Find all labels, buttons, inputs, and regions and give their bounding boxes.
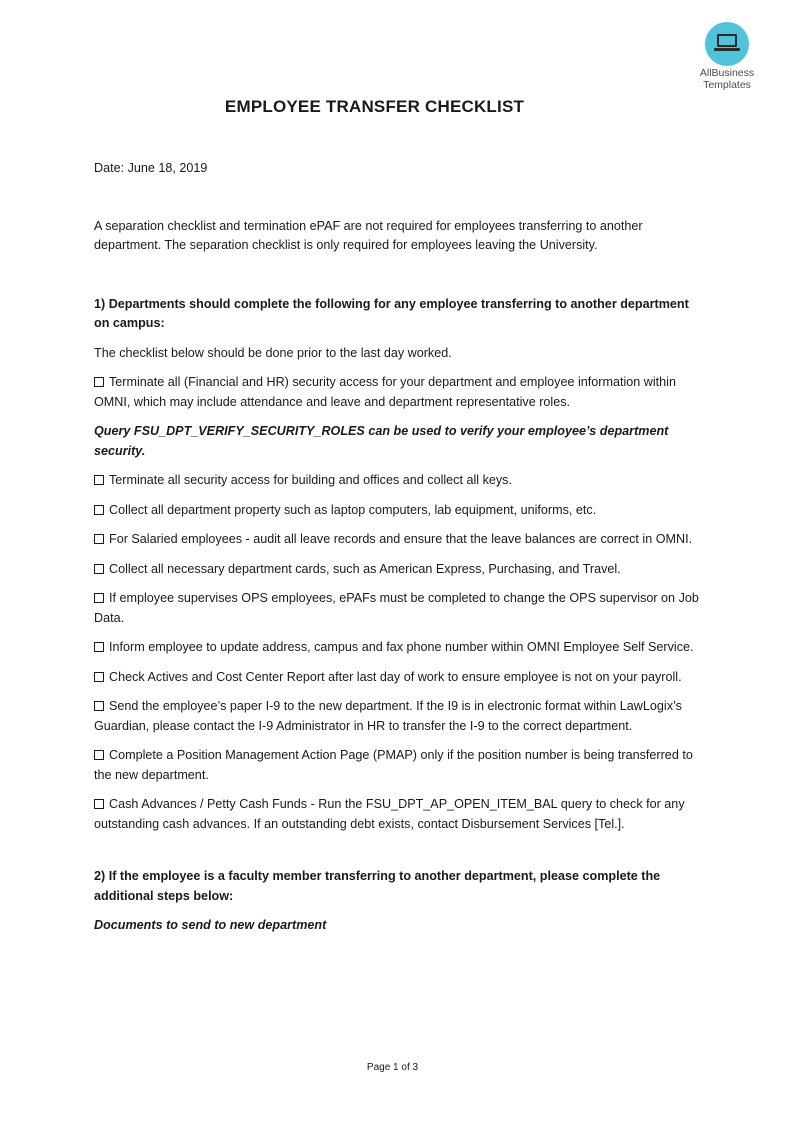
checkbox[interactable] <box>94 750 104 760</box>
checklist-item: For Salaried employees - audit all leave records and ensure that the leave balances are correct in OMNI. <box>94 530 704 550</box>
document-body <box>94 159 704 936</box>
laptop-icon <box>713 33 741 55</box>
document-date: Date: June 18, 2019 <box>94 161 208 175</box>
checklist-item: Send the employee’s paper I-9 to the new department. If the I9 is in electronic format within LawLogix’s Guardian, please contact the I-9 Administrator in HR to transfer the I-9 to the correct department. <box>94 699 682 733</box>
section2-heading: 2) If the employee is a faculty member transferring to another department, please complete the additional steps below: <box>94 869 661 903</box>
logo <box>694 22 760 91</box>
checkbox[interactable] <box>94 799 104 809</box>
logo-line2: Templates <box>703 79 751 91</box>
checklist-item: Cash Advances / Petty Cash Funds - Run the FSU_DPT_AP_OPEN_ITEM_BAL query to check for any outstanding cash advances. If an outstanding debt exists, contact Disbursement Services [Tel.]. <box>94 797 685 831</box>
checklist-item: If employee supervises OPS employees, ePAFs must be completed to change the OPS supervisor on Job Data. <box>94 591 699 625</box>
section1-heading: 1) Departments should complete the following for any employee transferring to another department on campus: <box>94 296 689 330</box>
checkbox[interactable] <box>94 564 104 574</box>
query-note: Query FSU_DPT_VERIFY_SECURITY_ROLES can be used to verify your employee’s department security. <box>94 424 669 458</box>
checklist-item: Collect all department property such as laptop computers, lab equipment, uniforms, etc. <box>94 501 704 521</box>
checkbox[interactable] <box>94 642 104 652</box>
checklist-item: Collect all necessary department cards, such as American Express, Purchasing, and Travel. <box>94 560 704 580</box>
section1-subtext: The checklist below should be done prior to the last day worked. <box>94 345 452 360</box>
logo-line1: AllBusiness <box>699 67 755 79</box>
checkbox[interactable] <box>94 672 104 682</box>
page-footer: Page 1 of 3 <box>366 1062 419 1073</box>
document-title: EMPLOYEE TRANSFER CHECKLIST <box>224 97 525 116</box>
checklist-item: Terminate all (Financial and HR) security access for your department and employee information within OMNI, which may include attendance and leave and department representative roles. <box>94 375 676 409</box>
checkbox[interactable] <box>94 505 104 515</box>
checkbox[interactable] <box>94 593 104 603</box>
logo-badge <box>705 22 749 66</box>
intro-paragraph: A separation checklist and termination ePAF are not required for employees transferring to another department. The separation checklist is only required for employees leaving the University. <box>94 218 643 252</box>
checkbox[interactable] <box>94 701 104 711</box>
checkbox[interactable] <box>94 534 104 544</box>
checklist-item: Terminate all security access for building and offices and collect all keys. <box>94 471 704 491</box>
checkbox[interactable] <box>94 377 104 387</box>
checklist-item: Inform employee to update address, campus and fax phone number within OMNI Employee Self Service. <box>94 638 704 658</box>
checklist-item: Check Actives and Cost Center Report after last day of work to ensure employee is not on your payroll. <box>94 668 704 688</box>
checkbox[interactable] <box>94 475 104 485</box>
checklist-item: Complete a Position Management Action Page (PMAP) only if the position number is being transferred to the new department. <box>94 748 693 782</box>
section2-subheading: Documents to send to new department <box>94 918 327 932</box>
